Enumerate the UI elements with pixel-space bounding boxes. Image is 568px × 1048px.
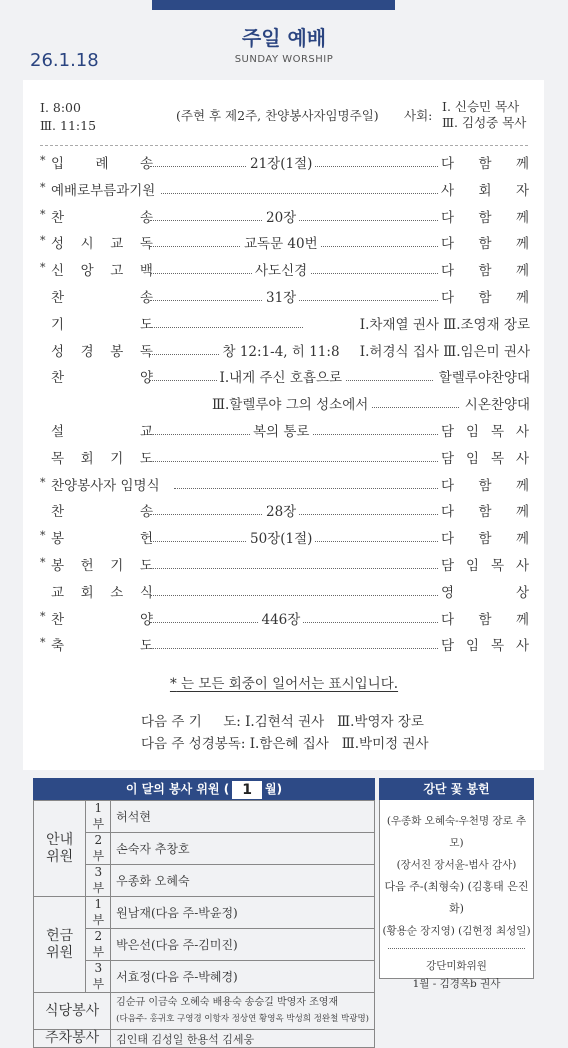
altar-flowers-line: (우종화 오혜숙-우천명 장로 추모) xyxy=(386,815,527,849)
order-content: Ⅰ.내게 주신 호흡으로 xyxy=(217,366,346,386)
order-responsible: Ⅰ.허경식 집사 Ⅲ.임은미 권사 xyxy=(359,343,530,360)
table-row xyxy=(34,1030,375,1048)
usher-service-num: 3부 xyxy=(86,865,111,897)
offering-names: 박은선(다음 주-김미진) xyxy=(111,929,375,961)
page-subtitle: SUNDAY WORSHIP xyxy=(234,54,334,65)
order-label: 찬 송 xyxy=(51,504,153,521)
order-responsible: 담 임 목 사 xyxy=(441,450,529,467)
kitchen-names-line2: (다음주- 홍귀호 구영경 이항자 정상연 황영옥 박성희 정완철 박광명) xyxy=(116,1014,369,1024)
altar-flowers-divider xyxy=(388,948,525,949)
standing-marker: * xyxy=(40,154,46,167)
order-row xyxy=(40,259,530,283)
order-responsible: 다 함 께 xyxy=(441,236,529,253)
host-label: 사회: xyxy=(404,108,433,123)
order-label: 찬 양 xyxy=(51,611,153,628)
order-row xyxy=(40,393,530,417)
order-label: 성 경 봉 독 xyxy=(51,343,153,360)
order-responsible: 시온찬양대 xyxy=(464,397,530,414)
standing-note-text: 는 모든 회중이 일어서는 표시입니다. xyxy=(180,676,399,692)
order-row xyxy=(40,527,530,551)
offering-names: 서효정(다음 주-박혜경) xyxy=(111,961,375,993)
top-accent-bar xyxy=(152,0,395,10)
standing-marker: * xyxy=(40,556,46,569)
offering-group-label: 헌금 위원 xyxy=(34,897,86,993)
order-content: 31장 xyxy=(263,286,299,306)
volunteers-header-prefix: 이 달의 봉사 위원 ( xyxy=(125,782,230,796)
order-responsible: 다 함 께 xyxy=(441,531,529,548)
volunteers-header-suffix: 월) xyxy=(265,782,283,796)
dot-leader xyxy=(150,311,303,328)
altar-committee-label: 강단미화위원 xyxy=(426,960,487,972)
order-responsible: 다 함 께 xyxy=(441,156,529,172)
bulletin-date: 26.1.18 xyxy=(30,50,99,71)
order-row xyxy=(40,206,530,230)
order-row xyxy=(40,447,530,471)
order-row xyxy=(40,366,530,390)
service-time-3: Ⅲ. 11:15 xyxy=(40,118,97,133)
standing-marker: * xyxy=(40,180,46,194)
order-responsible: 다 함 께 xyxy=(441,477,529,494)
order-responsible: 사 회 자 xyxy=(441,182,529,199)
next-week-reading-value: Ⅰ.함은혜 집사 Ⅲ.박미정 권사 xyxy=(249,736,429,752)
kitchen-names-line1: 김순규 이금숙 오혜숙 배용숙 송승길 박영자 조영재 xyxy=(116,997,339,1008)
order-label: 신 앙 고 백 xyxy=(51,263,153,280)
page-title: 주일 예배 xyxy=(241,26,327,50)
order-content: 복의 통로 xyxy=(250,420,312,440)
order-label: 설 교 xyxy=(51,424,153,440)
order-content: Ⅲ.할렐루야 그의 성소에서 xyxy=(209,393,371,413)
table-row xyxy=(34,801,375,833)
offering-service-num: 1부 xyxy=(86,897,111,929)
order-row xyxy=(40,179,530,203)
standing-note-star: * xyxy=(169,676,177,692)
altar-flowers-line: 다음 주-(최형숙) (김홍태 은진화) xyxy=(384,880,529,915)
order-row xyxy=(40,581,530,605)
standing-marker: * xyxy=(40,636,46,650)
order-responsible: 담 임 목 사 xyxy=(441,424,529,440)
dot-leader xyxy=(174,472,438,489)
dot-leader xyxy=(161,177,438,194)
order-row xyxy=(40,232,530,256)
standing-marker: * xyxy=(40,207,46,221)
standing-marker: * xyxy=(40,529,46,543)
order-label: 성 시 교 독 xyxy=(51,236,153,253)
order-label: 찬 송 xyxy=(51,290,153,306)
order-responsible: 다 함 께 xyxy=(441,290,529,306)
order-responsible: Ⅰ.차재열 권사 Ⅲ.조영재 장로 xyxy=(359,316,530,333)
next-week-reading-label: 다음 주 성경봉독: xyxy=(141,736,246,752)
order-content: 50장(1절) xyxy=(247,527,315,547)
dot-leader xyxy=(150,632,438,649)
order-row xyxy=(40,608,530,632)
order-row xyxy=(40,152,530,176)
volunteers-table xyxy=(33,778,375,1048)
altar-flowers-header: 강단 꽃 봉헌 xyxy=(379,778,534,800)
order-label: 입 례 송 xyxy=(51,156,153,172)
order-responsible: 다 함 께 xyxy=(441,611,529,628)
service-time-1: Ⅰ. 8:00 xyxy=(40,100,81,115)
order-responsible: 다 함 께 xyxy=(441,209,529,226)
order-responsible: 담 임 목 사 xyxy=(441,638,529,655)
offering-service-num: 2부 xyxy=(86,929,111,961)
standing-marker: * xyxy=(40,609,46,623)
order-content: 사도신경 xyxy=(252,259,310,279)
standing-marker: * xyxy=(40,261,46,275)
dot-leader xyxy=(150,552,438,569)
order-row xyxy=(40,634,530,658)
standing-marker: * xyxy=(40,475,46,489)
next-week-prayer-value: Ⅰ.김현석 권사 Ⅲ.박영자 장로 xyxy=(245,714,424,730)
header-divider xyxy=(40,145,528,146)
order-responsible: 다 함 께 xyxy=(441,504,529,521)
order-content: 교독문 40번 xyxy=(241,232,321,252)
altar-flowers-panel xyxy=(379,778,534,990)
order-content: 창 12:1-4, 히 11:8 xyxy=(220,340,343,360)
offering-service-num: 3부 xyxy=(86,961,111,993)
order-row xyxy=(40,420,530,444)
parking-names: 김인태 김성일 한용석 김세웅 xyxy=(111,1030,375,1048)
order-content: 28장 xyxy=(263,500,299,520)
order-label: 기 도 xyxy=(51,316,153,333)
order-label: 찬 양 xyxy=(51,370,153,387)
order-label: 축 도 xyxy=(51,638,153,655)
standing-note xyxy=(0,672,568,692)
dot-leader xyxy=(150,579,438,596)
order-content: 446장 xyxy=(259,608,304,628)
volunteers-header xyxy=(33,778,375,800)
next-week-reading xyxy=(141,732,429,752)
kitchen-group-label: 식당봉사 xyxy=(34,993,111,1030)
order-label: 봉 헌 xyxy=(51,531,153,548)
order-responsible: 할렐루야찬양대 xyxy=(438,370,530,387)
next-week-prayer-label: 다음 주 기 도: xyxy=(141,714,241,730)
standing-marker: * xyxy=(40,234,46,248)
host-3: Ⅲ. 김성중 목사 xyxy=(442,115,527,130)
volunteers-month: 1 xyxy=(232,781,262,799)
hosts xyxy=(442,99,526,131)
order-row xyxy=(40,286,530,310)
order-row xyxy=(40,500,530,524)
order-label: 예배로부름과기원 xyxy=(51,182,156,199)
order-content: 21장(1절) xyxy=(247,152,315,172)
order-label: 교 회 소 식 xyxy=(51,584,153,601)
usher-names: 손숙자 추창호 xyxy=(111,833,375,865)
next-week-prayer xyxy=(141,710,424,730)
altar-committee-member: 1월 - 김경옥b 권사 xyxy=(412,978,501,990)
order-row xyxy=(40,474,530,498)
service-occasion: (주현 후 제2주, 찬양봉사자임명주일) xyxy=(176,108,379,123)
order-responsible: 다 함 께 xyxy=(441,263,529,280)
usher-names: 우종화 오혜숙 xyxy=(111,865,375,897)
dot-leader xyxy=(150,445,438,462)
offering-names: 원남재(다음 주-박윤정) xyxy=(111,897,375,929)
order-responsible: 담 임 목 사 xyxy=(441,558,529,574)
order-label: 봉 헌 기 도 xyxy=(51,558,153,574)
altar-flowers-line: (장서진 장서윤-범사 감사) xyxy=(396,859,517,871)
order-row xyxy=(40,554,530,578)
order-content: 20장 xyxy=(263,206,299,226)
parking-group-label: 주차봉사 xyxy=(34,1030,111,1048)
service-times xyxy=(40,99,96,135)
order-row xyxy=(40,313,530,337)
table-row xyxy=(34,897,375,929)
usher-names: 허석현 xyxy=(111,801,375,833)
volunteers-grid xyxy=(33,800,375,1048)
order-label: 찬 송 xyxy=(51,209,153,226)
usher-service-num: 2부 xyxy=(86,833,111,865)
order-label: 목 회 기 도 xyxy=(51,450,153,467)
usher-group-label: 안내 위원 xyxy=(34,801,86,897)
altar-flowers-line: (황용순 장지영) (김현정 최성일) xyxy=(382,925,531,937)
order-label: 찬양봉사자 임명식 xyxy=(51,477,160,494)
order-responsible: 영 상 xyxy=(441,584,529,601)
host-1: Ⅰ. 신승민 목사 xyxy=(442,99,520,114)
order-row xyxy=(40,340,530,364)
usher-service-num: 1부 xyxy=(86,801,111,833)
